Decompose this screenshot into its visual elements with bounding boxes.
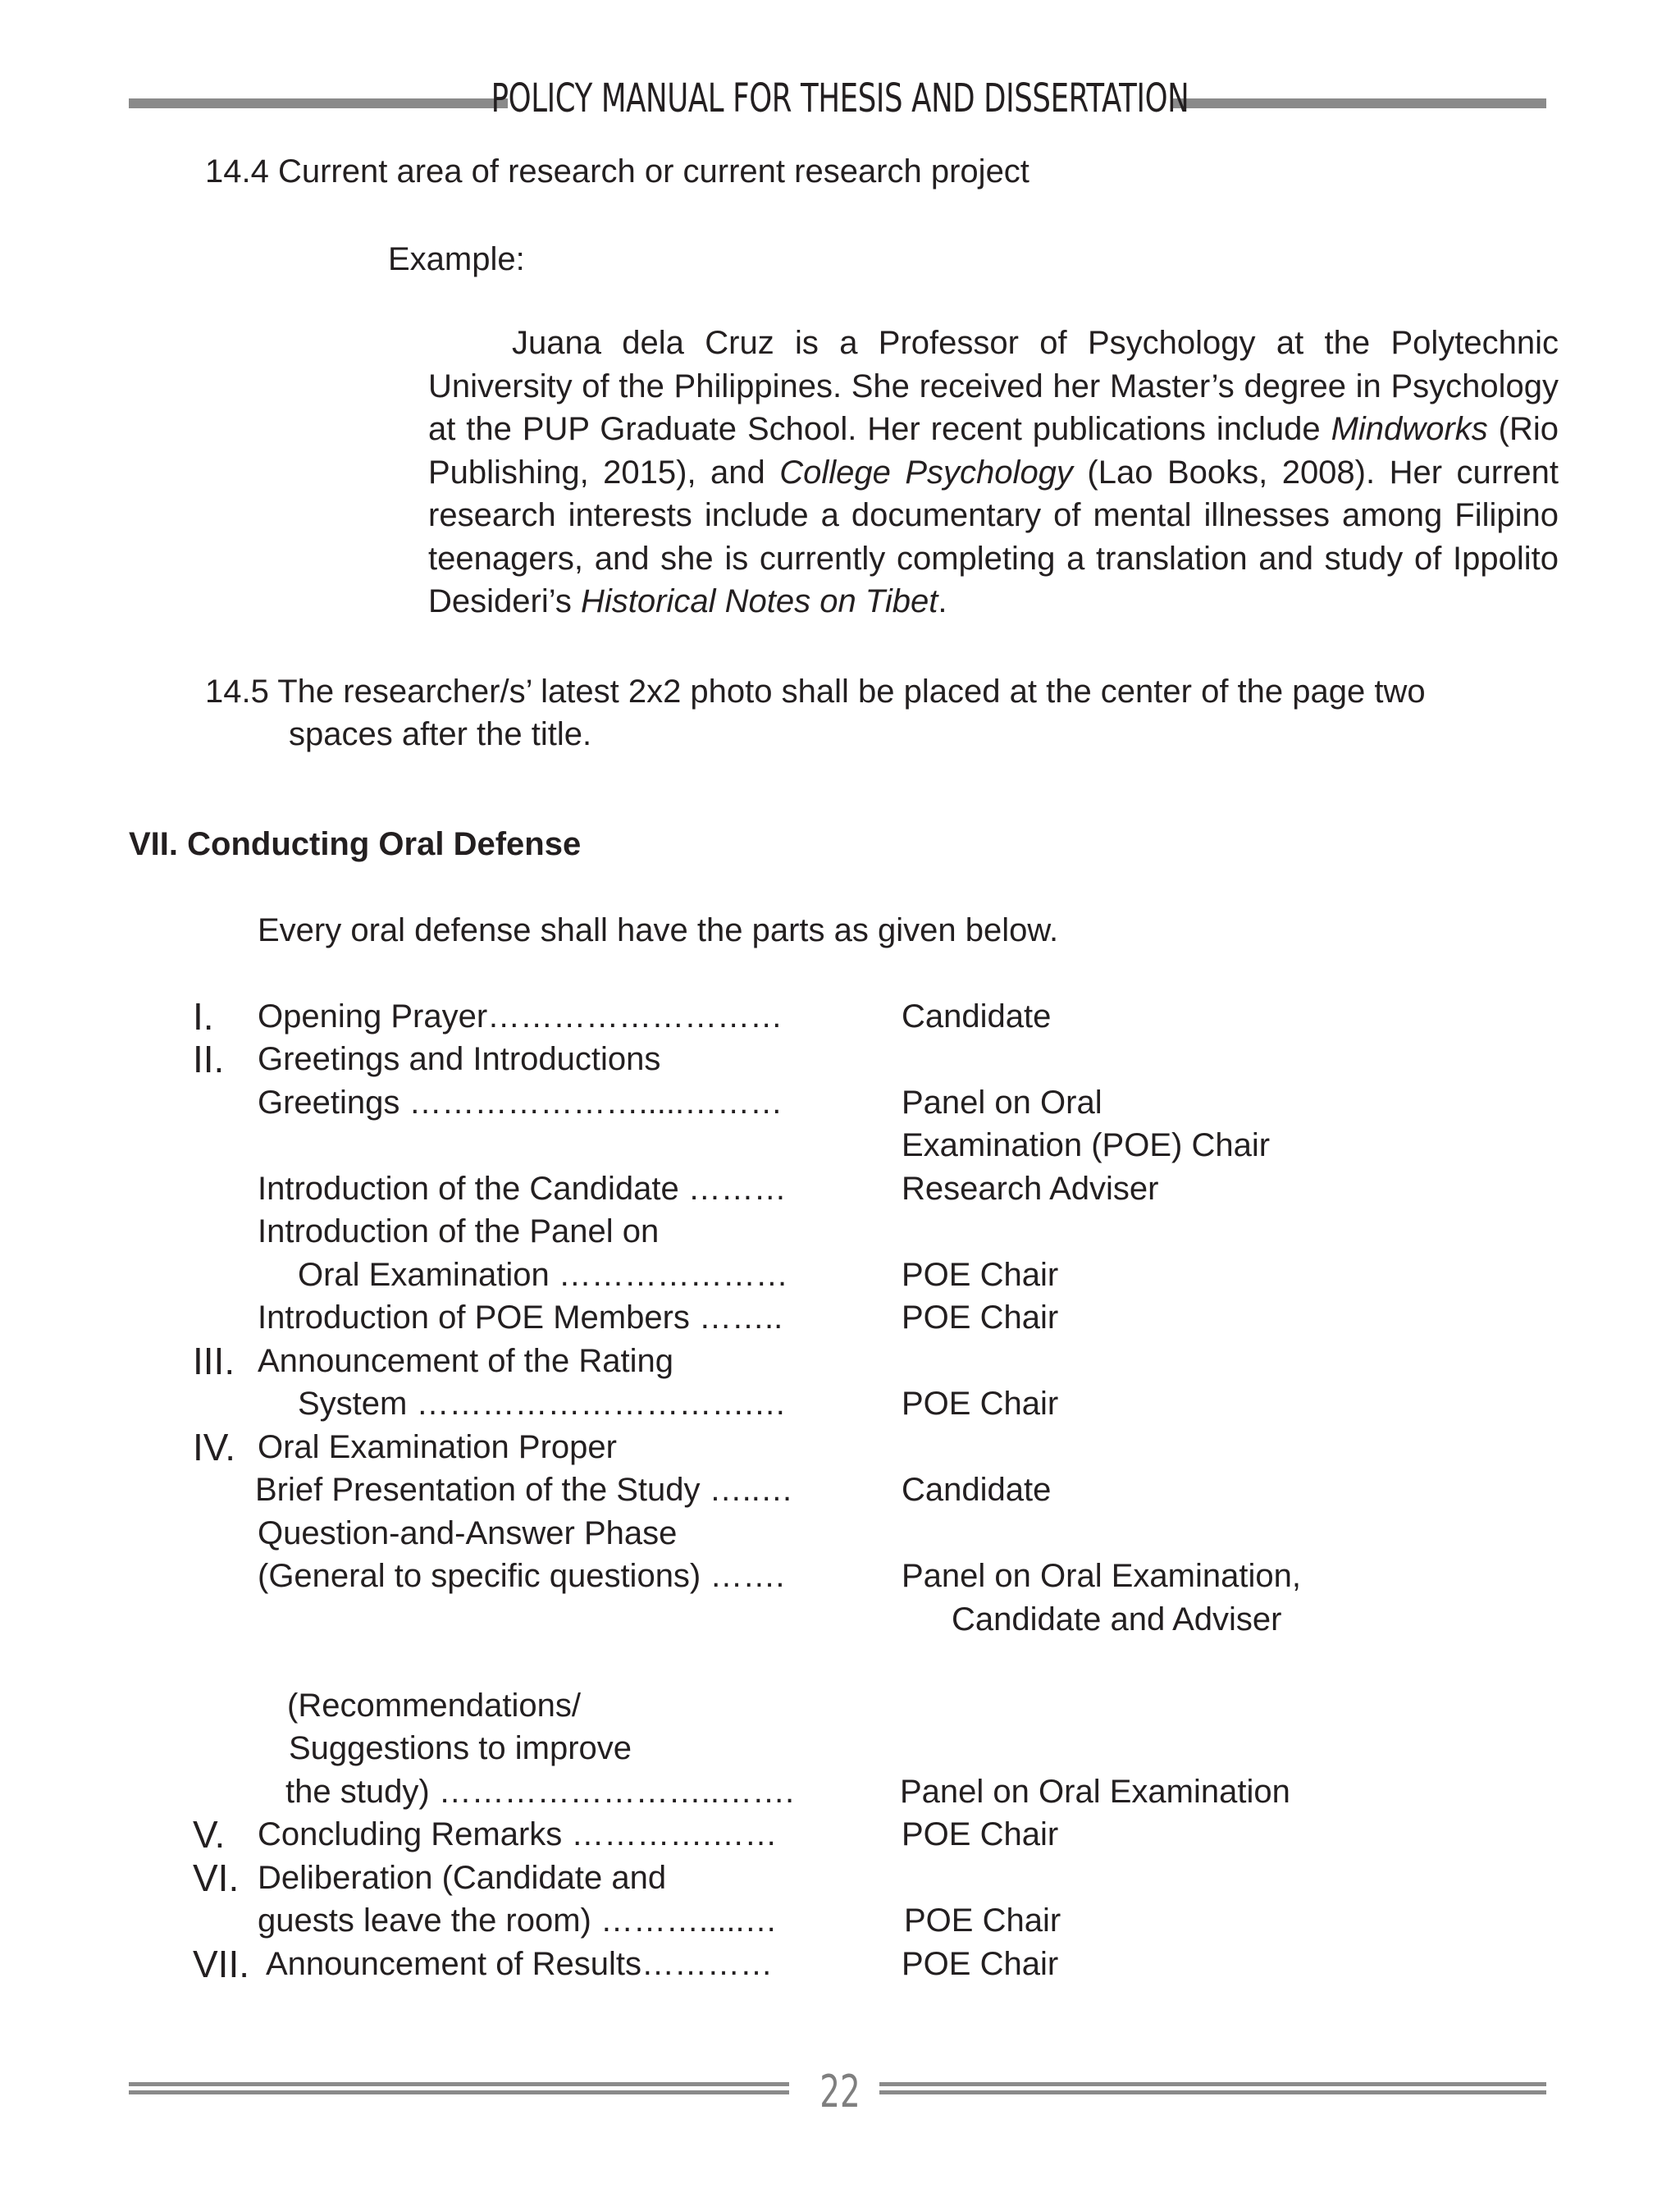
- footer-rule-right-bottom: [879, 2090, 1546, 2094]
- roman-numeral-1: I.: [193, 995, 214, 1038]
- program-role-rating: POE Chair: [902, 1386, 1059, 1422]
- section-heading: VII. Conducting Oral Defense: [129, 826, 582, 862]
- roman-numeral-5: V.: [193, 1813, 226, 1856]
- program-item-concluding-remarks: Concluding Remarks ………….……: [258, 1816, 778, 1852]
- program-item-announcement-results: Announcement of Results…………: [266, 1946, 774, 1982]
- program-role-recommendations: Panel on Oral Examination: [900, 1774, 1290, 1810]
- program-item-deliberation-line1: Deliberation (Candidate and: [258, 1860, 667, 1896]
- program-role-announcement-results: POE Chair: [902, 1946, 1059, 1982]
- example-text-3: (Lao Books, 2008). Her current research interests include a documentary of mental illnesses among Filipino teenagers, and she is currently completing a translation and study of Ippolito Desideri’s: [428, 454, 1559, 619]
- item-14-4: 14.4 Current area of research or current research project: [205, 153, 1029, 190]
- item-14-5-line2: spaces after the title.: [289, 716, 592, 752]
- roman-numeral-2: II.: [193, 1038, 225, 1080]
- page-header-title: POLICY MANUAL FOR THESIS AND DISSERTATION: [491, 75, 1189, 121]
- footer-rule-left-top: [129, 2082, 789, 2086]
- example-text-2: (Rio Publishing, 2015), and: [428, 411, 1559, 491]
- page-number: 22: [819, 2066, 861, 2117]
- program-item-intro-panel-line1: Introduction of the Panel on: [258, 1213, 660, 1249]
- program-item-deliberation-line2: guests leave the room) ……….....…: [258, 1902, 778, 1939]
- program-item-rating-line2: System ………………………….…: [298, 1386, 787, 1422]
- program-item-rating-line1: Announcement of the Rating: [258, 1343, 674, 1379]
- program-item-opening-prayer: Opening Prayer………………………: [258, 998, 783, 1035]
- roman-numeral-7: VII.: [193, 1943, 250, 1985]
- program-role-deliberation: POE Chair: [904, 1902, 1061, 1939]
- program-item-intro-poe-members: Introduction of POE Members ……..: [258, 1299, 783, 1336]
- program-role-intro-candidate: Research Adviser: [902, 1171, 1159, 1207]
- program-item-recommendations-line3: the study) ……………………..…….: [285, 1774, 795, 1810]
- program-role-greetings-line2: Examination (POE) Chair: [902, 1127, 1271, 1163]
- program-role-intro-panel: POE Chair: [902, 1257, 1059, 1293]
- program-role-intro-poe-members: POE Chair: [902, 1299, 1059, 1336]
- program-role-concluding-remarks: POE Chair: [902, 1816, 1059, 1852]
- item-14-5-line1: 14.5 The researcher/s’ latest 2x2 photo shall be placed at the center of the page two: [205, 674, 1426, 710]
- program-item-qa-line1: Question-and-Answer Phase: [258, 1515, 678, 1551]
- program-item-greetings: Greetings ………………….....………: [258, 1085, 783, 1121]
- book-title-historical-notes: Historical Notes on Tibet: [581, 583, 938, 619]
- program-role-qa-line2: Candidate and Adviser: [952, 1601, 1282, 1637]
- footer-rule-right-top: [879, 2082, 1546, 2086]
- program-item-intro-candidate: Introduction of the Candidate ………: [258, 1171, 787, 1207]
- program-item-brief-presentation: Brief Presentation of the Study …..…: [255, 1472, 793, 1508]
- example-label: Example:: [388, 241, 525, 277]
- program-role-brief-presentation: Candidate: [902, 1472, 1052, 1508]
- program-item-oral-exam-proper: Oral Examination Proper: [258, 1429, 617, 1465]
- program-item-intro-panel-line2: Oral Examination …………………: [298, 1257, 788, 1293]
- footer-rule-left-bottom: [129, 2090, 789, 2094]
- example-paragraph: [428, 322, 1559, 623]
- roman-numeral-4: IV.: [193, 1426, 236, 1468]
- example-text-4: .: [938, 583, 947, 619]
- example-text-1: Juana dela Cruz is a Professor of Psychology at the Polytechnic University of the Philippines. She received her Master’s degree in Psychology at the PUP Graduate School. Her recent publications include: [428, 325, 1559, 447]
- book-title-mindworks: Mindworks: [1331, 411, 1488, 447]
- book-title-college-psychology: College Psychology: [779, 454, 1073, 491]
- program-role-qa-line1: Panel on Oral Examination,: [902, 1558, 1301, 1594]
- program-item-recommendations-line2: Suggestions to improve: [289, 1730, 632, 1766]
- roman-numeral-3: III.: [193, 1340, 235, 1382]
- program-item-greetings-introductions: Greetings and Introductions: [258, 1041, 661, 1077]
- program-item-recommendations-line1: (Recommendations/: [287, 1688, 581, 1724]
- roman-numeral-6: VI.: [193, 1857, 240, 1899]
- program-role-greetings-line1: Panel on Oral: [902, 1085, 1102, 1121]
- program-role-opening-prayer: Candidate: [902, 998, 1052, 1035]
- section-intro: Every oral defense shall have the parts as given below.: [258, 912, 1059, 948]
- program-item-qa-line2: (General to specific questions) …….: [258, 1558, 785, 1594]
